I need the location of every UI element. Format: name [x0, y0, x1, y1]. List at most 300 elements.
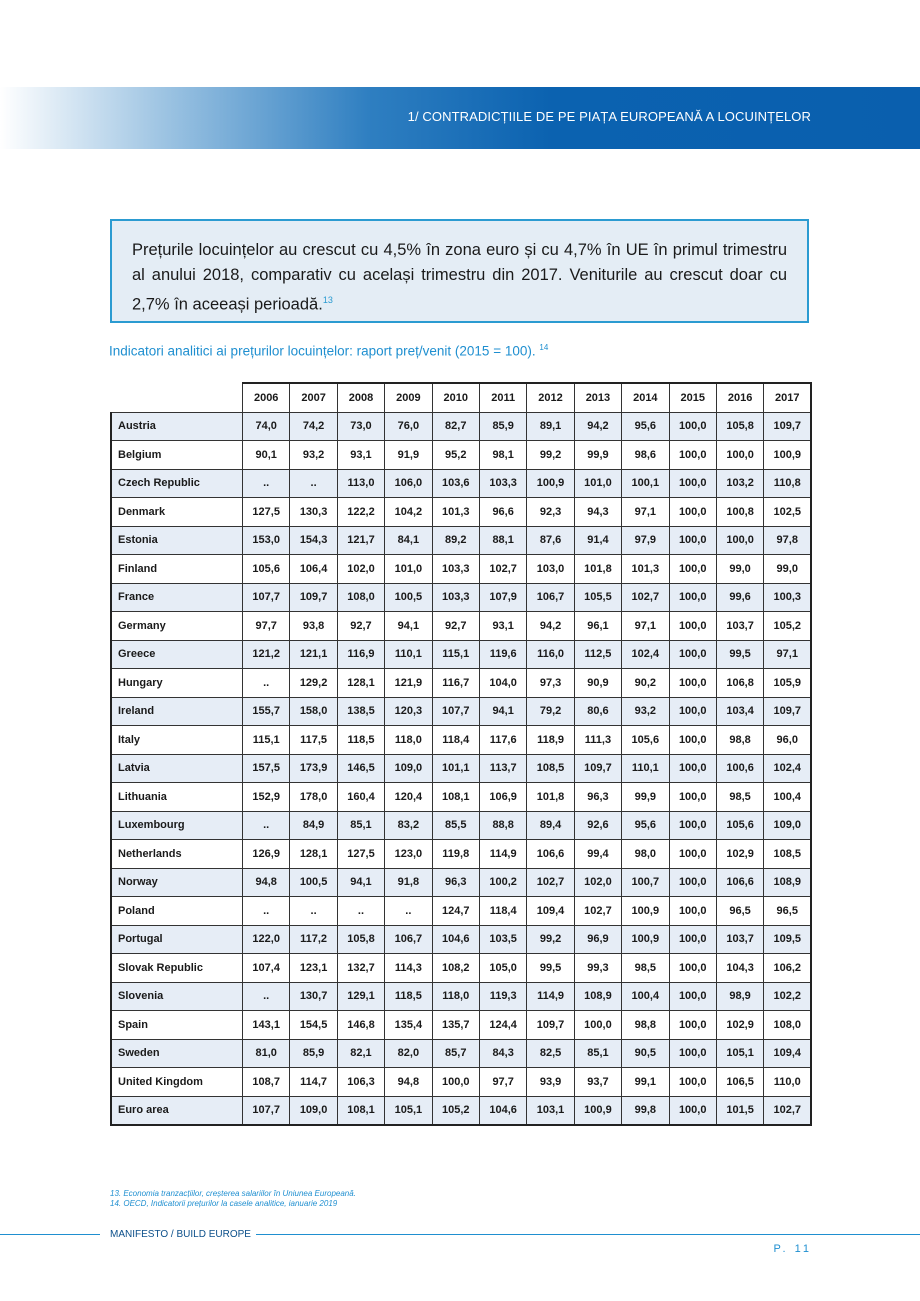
value-cell: 114,7 — [290, 1068, 337, 1097]
value-cell: 93,2 — [290, 441, 337, 470]
value-cell: 106,6 — [527, 840, 574, 869]
value-cell: 118,0 — [385, 726, 432, 755]
value-cell: 118,5 — [385, 982, 432, 1011]
value-cell: 82,0 — [385, 1039, 432, 1068]
value-cell: .. — [385, 897, 432, 926]
value-cell: 90,5 — [622, 1039, 669, 1068]
value-cell: 98,0 — [622, 840, 669, 869]
value-cell: 110,1 — [385, 640, 432, 669]
value-cell: 109,7 — [527, 1011, 574, 1040]
chapter-header-band — [0, 87, 920, 149]
value-cell: 93,1 — [479, 612, 526, 641]
value-cell: 96,3 — [574, 783, 621, 812]
value-cell: 93,2 — [622, 697, 669, 726]
value-cell: 98,1 — [479, 441, 526, 470]
value-cell: 116,0 — [527, 640, 574, 669]
value-cell: 154,5 — [290, 1011, 337, 1040]
value-cell: 74,2 — [290, 412, 337, 441]
value-cell: 93,7 — [574, 1068, 621, 1097]
value-cell: 105,2 — [764, 612, 811, 641]
value-cell: 106,6 — [716, 868, 763, 897]
value-cell: 103,7 — [716, 612, 763, 641]
value-cell: 102,0 — [574, 868, 621, 897]
value-cell: 138,5 — [337, 697, 384, 726]
value-cell: 109,0 — [385, 754, 432, 783]
value-cell: 103,3 — [479, 469, 526, 498]
table-row — [111, 954, 811, 983]
table-row — [111, 469, 811, 498]
value-cell: .. — [243, 897, 290, 926]
value-cell: .. — [243, 669, 290, 698]
table-row — [111, 868, 811, 897]
value-cell: 95,6 — [622, 811, 669, 840]
value-cell: 118,9 — [527, 726, 574, 755]
value-cell: 93,9 — [527, 1068, 574, 1097]
value-cell: 99,5 — [527, 954, 574, 983]
year-header-2017: 2017 — [764, 383, 811, 412]
value-cell: 102,7 — [764, 1096, 811, 1125]
value-cell: 100,0 — [669, 726, 716, 755]
value-cell: 99,0 — [764, 555, 811, 584]
value-cell: 100,7 — [622, 868, 669, 897]
footer-rule-left — [0, 1234, 100, 1235]
value-cell: 118,5 — [337, 726, 384, 755]
value-cell: 100,0 — [669, 868, 716, 897]
value-cell: 114,9 — [527, 982, 574, 1011]
value-cell: 96,5 — [764, 897, 811, 926]
value-cell: 119,8 — [432, 840, 479, 869]
value-cell: 76,0 — [385, 412, 432, 441]
value-cell: 129,1 — [337, 982, 384, 1011]
value-cell: 105,6 — [716, 811, 763, 840]
value-cell: 95,6 — [622, 412, 669, 441]
year-header-2008: 2008 — [337, 383, 384, 412]
value-cell: 100,0 — [716, 441, 763, 470]
table-row — [111, 555, 811, 584]
value-cell: 103,2 — [716, 469, 763, 498]
value-cell: 102,2 — [764, 982, 811, 1011]
value-cell: 98,9 — [716, 982, 763, 1011]
chapter-title: 1/ CONTRADICȚIILE DE PE PIAȚA EUROPEANĂ A LOCUINȚELOR — [407, 109, 811, 124]
value-cell: 100,0 — [669, 583, 716, 612]
value-cell: 108,2 — [432, 954, 479, 983]
value-cell: 104,6 — [432, 925, 479, 954]
value-cell: 105,5 — [574, 583, 621, 612]
value-cell: 94,3 — [574, 498, 621, 527]
value-cell: 100,0 — [669, 954, 716, 983]
value-cell: 100,0 — [669, 412, 716, 441]
value-cell: 98,5 — [622, 954, 669, 983]
year-header-2007: 2007 — [290, 383, 337, 412]
price-to-income-table — [110, 382, 812, 1126]
table-row — [111, 412, 811, 441]
value-cell: 117,2 — [290, 925, 337, 954]
value-cell: 96,6 — [479, 498, 526, 527]
value-cell: 100,0 — [669, 925, 716, 954]
value-cell: 105,6 — [622, 726, 669, 755]
value-cell: 107,4 — [243, 954, 290, 983]
value-cell: 157,5 — [243, 754, 290, 783]
value-cell: .. — [290, 469, 337, 498]
value-cell: 122,2 — [337, 498, 384, 527]
table-row — [111, 811, 811, 840]
value-cell: .. — [243, 982, 290, 1011]
value-cell: 114,9 — [479, 840, 526, 869]
value-cell: 155,7 — [243, 697, 290, 726]
country-cell: Austria — [111, 412, 243, 441]
value-cell: 154,3 — [290, 526, 337, 555]
value-cell: 118,4 — [432, 726, 479, 755]
value-cell: 102,7 — [527, 868, 574, 897]
value-cell: 87,6 — [527, 526, 574, 555]
value-cell: 93,1 — [337, 441, 384, 470]
value-cell: 101,3 — [622, 555, 669, 584]
country-cell: Estonia — [111, 526, 243, 555]
value-cell: 88,8 — [479, 811, 526, 840]
value-cell: 102,7 — [574, 897, 621, 926]
value-cell: 94,2 — [527, 612, 574, 641]
footer-rule-right — [256, 1234, 920, 1235]
value-cell: 116,7 — [432, 669, 479, 698]
value-cell: 103,3 — [432, 555, 479, 584]
value-cell: 96,3 — [432, 868, 479, 897]
value-cell: 94,1 — [479, 697, 526, 726]
table-row — [111, 1096, 811, 1125]
table-corner-cell — [111, 383, 243, 412]
value-cell: 103,3 — [432, 583, 479, 612]
value-cell: 102,5 — [764, 498, 811, 527]
footnote-14: 14. OECD, Indicatorii prețurilor la casele analitice, ianuarie 2019 — [110, 1199, 338, 1208]
table-row — [111, 697, 811, 726]
value-cell: 130,7 — [290, 982, 337, 1011]
value-cell: 108,5 — [764, 840, 811, 869]
value-cell: 82,1 — [337, 1039, 384, 1068]
value-cell: .. — [243, 469, 290, 498]
value-cell: 101,3 — [432, 498, 479, 527]
value-cell: 100,9 — [622, 897, 669, 926]
country-cell: Sweden — [111, 1039, 243, 1068]
value-cell: 115,1 — [432, 640, 479, 669]
value-cell: 102,4 — [764, 754, 811, 783]
country-cell: Germany — [111, 612, 243, 641]
country-cell: Poland — [111, 897, 243, 926]
value-cell: 118,4 — [479, 897, 526, 926]
country-cell: United Kingdom — [111, 1068, 243, 1097]
value-cell: 84,9 — [290, 811, 337, 840]
value-cell: 91,9 — [385, 441, 432, 470]
value-cell: 102,9 — [716, 840, 763, 869]
value-cell: 106,7 — [527, 583, 574, 612]
country-cell: Czech Republic — [111, 469, 243, 498]
value-cell: 90,9 — [574, 669, 621, 698]
value-cell: 85,7 — [432, 1039, 479, 1068]
value-cell: 94,1 — [385, 612, 432, 641]
value-cell: 97,7 — [243, 612, 290, 641]
value-cell: 121,2 — [243, 640, 290, 669]
value-cell: 106,2 — [764, 954, 811, 983]
value-cell: 94,1 — [337, 868, 384, 897]
value-cell: 99,6 — [716, 583, 763, 612]
value-cell: 100,0 — [669, 526, 716, 555]
value-cell: 146,5 — [337, 754, 384, 783]
value-cell: 97,1 — [622, 612, 669, 641]
value-cell: 109,7 — [764, 697, 811, 726]
value-cell: 96,0 — [764, 726, 811, 755]
country-cell: Netherlands — [111, 840, 243, 869]
value-cell: 97,3 — [527, 669, 574, 698]
value-cell: 90,2 — [622, 669, 669, 698]
value-cell: 99,5 — [716, 640, 763, 669]
value-cell: 119,6 — [479, 640, 526, 669]
value-cell: 101,0 — [574, 469, 621, 498]
year-header-2013: 2013 — [574, 383, 621, 412]
value-cell: 97,9 — [622, 526, 669, 555]
value-cell: 116,9 — [337, 640, 384, 669]
value-cell: 88,1 — [479, 526, 526, 555]
value-cell: 101,8 — [527, 783, 574, 812]
value-cell: 104,2 — [385, 498, 432, 527]
country-cell: Euro area — [111, 1096, 243, 1125]
value-cell: 97,7 — [479, 1068, 526, 1097]
year-header-2006: 2006 — [243, 383, 290, 412]
value-cell: 94,8 — [243, 868, 290, 897]
value-cell: 100,0 — [669, 697, 716, 726]
value-cell: 109,0 — [764, 811, 811, 840]
value-cell: 89,4 — [527, 811, 574, 840]
footer-label: MANIFESTO / BUILD EUROPE — [110, 1229, 251, 1240]
table-row — [111, 897, 811, 926]
table-row — [111, 1011, 811, 1040]
country-cell: Italy — [111, 726, 243, 755]
value-cell: 127,5 — [243, 498, 290, 527]
value-cell: 92,7 — [337, 612, 384, 641]
value-cell: 100,0 — [669, 811, 716, 840]
value-cell: 121,9 — [385, 669, 432, 698]
value-cell: 110,0 — [764, 1068, 811, 1097]
value-cell: 124,4 — [479, 1011, 526, 1040]
value-cell: 100,0 — [669, 754, 716, 783]
table-row — [111, 840, 811, 869]
value-cell: 103,5 — [479, 925, 526, 954]
quote-text — [132, 238, 787, 318]
value-cell: 85,9 — [479, 412, 526, 441]
value-cell: 106,9 — [479, 783, 526, 812]
footnote-13: 13. Economia tranzacțiilor, creșterea salariilor în Uniunea Europeană. — [110, 1189, 356, 1198]
value-cell: 107,9 — [479, 583, 526, 612]
value-cell: 108,9 — [764, 868, 811, 897]
value-cell: 106,3 — [337, 1068, 384, 1097]
year-header-2010: 2010 — [432, 383, 479, 412]
table-row — [111, 441, 811, 470]
value-cell: 130,3 — [290, 498, 337, 527]
value-cell: 104,6 — [479, 1096, 526, 1125]
table-row — [111, 783, 811, 812]
value-cell: 99,1 — [622, 1068, 669, 1097]
value-cell: 123,1 — [290, 954, 337, 983]
year-header-2016: 2016 — [716, 383, 763, 412]
year-header-2011: 2011 — [479, 383, 526, 412]
value-cell: 121,1 — [290, 640, 337, 669]
value-cell: 100,0 — [574, 1011, 621, 1040]
value-cell: 109,4 — [527, 897, 574, 926]
value-cell: 143,1 — [243, 1011, 290, 1040]
value-cell: 100,0 — [669, 1039, 716, 1068]
table-row — [111, 640, 811, 669]
value-cell: 105,6 — [243, 555, 290, 584]
value-cell: 100,0 — [669, 612, 716, 641]
value-cell: 98,5 — [716, 783, 763, 812]
value-cell: 85,5 — [432, 811, 479, 840]
value-cell: 89,2 — [432, 526, 479, 555]
year-header-2012: 2012 — [527, 383, 574, 412]
value-cell: 113,0 — [337, 469, 384, 498]
country-cell: Denmark — [111, 498, 243, 527]
country-cell: Ireland — [111, 697, 243, 726]
value-cell: 114,3 — [385, 954, 432, 983]
country-cell: France — [111, 583, 243, 612]
value-cell: 100,1 — [622, 469, 669, 498]
value-cell: 104,3 — [716, 954, 763, 983]
value-cell: 109,7 — [290, 583, 337, 612]
highlight-quote-box — [110, 219, 809, 323]
quote-body: Prețurile locuințelor au crescut cu 4,5% în zona euro și cu 4,7% în UE în primul trimestru al anului 2018, comparativ cu același trimestru din 2017. Veniturile au crescut doar cu 2,7% în aceeași perioadă. — [132, 241, 787, 314]
country-cell: Norway — [111, 868, 243, 897]
value-cell: 109,0 — [290, 1096, 337, 1125]
value-cell: 82,7 — [432, 412, 479, 441]
value-cell: 101,0 — [385, 555, 432, 584]
value-cell: 106,7 — [385, 925, 432, 954]
value-cell: 99,4 — [574, 840, 621, 869]
value-cell: 100,0 — [669, 1068, 716, 1097]
value-cell: 97,1 — [764, 640, 811, 669]
value-cell: .. — [290, 897, 337, 926]
value-cell: 80,6 — [574, 697, 621, 726]
value-cell: 105,8 — [716, 412, 763, 441]
value-cell: 97,8 — [764, 526, 811, 555]
value-cell: 101,5 — [716, 1096, 763, 1125]
value-cell: 99,2 — [527, 925, 574, 954]
value-cell: 105,1 — [385, 1096, 432, 1125]
value-cell: 100,8 — [716, 498, 763, 527]
value-cell: 110,8 — [764, 469, 811, 498]
value-cell: 126,9 — [243, 840, 290, 869]
table-caption-footnote-ref: 14 — [539, 343, 549, 352]
value-cell: 100,5 — [385, 583, 432, 612]
value-cell: 103,0 — [527, 555, 574, 584]
value-cell: 120,4 — [385, 783, 432, 812]
value-cell: 107,7 — [432, 697, 479, 726]
value-cell: 105,2 — [432, 1096, 479, 1125]
value-cell: 129,2 — [290, 669, 337, 698]
footnotes — [110, 1189, 356, 1209]
value-cell: 110,1 — [622, 754, 669, 783]
value-cell: 120,3 — [385, 697, 432, 726]
value-cell: 99,9 — [574, 441, 621, 470]
value-cell: 106,8 — [716, 669, 763, 698]
value-cell: 100,0 — [669, 469, 716, 498]
country-cell: Belgium — [111, 441, 243, 470]
value-cell: 153,0 — [243, 526, 290, 555]
value-cell: 100,5 — [290, 868, 337, 897]
value-cell: 91,8 — [385, 868, 432, 897]
value-cell: 94,8 — [385, 1068, 432, 1097]
value-cell: 92,7 — [432, 612, 479, 641]
value-cell: 127,5 — [337, 840, 384, 869]
value-cell: 99,8 — [622, 1096, 669, 1125]
value-cell: 89,1 — [527, 412, 574, 441]
value-cell: 100,0 — [669, 840, 716, 869]
value-cell: 111,3 — [574, 726, 621, 755]
country-cell: Spain — [111, 1011, 243, 1040]
value-cell: 100,9 — [574, 1096, 621, 1125]
value-cell: 92,6 — [574, 811, 621, 840]
value-cell: 100,0 — [669, 441, 716, 470]
value-cell: 84,1 — [385, 526, 432, 555]
value-cell: 100,0 — [669, 555, 716, 584]
year-header-2015: 2015 — [669, 383, 716, 412]
value-cell: .. — [243, 811, 290, 840]
value-cell: 100,2 — [479, 868, 526, 897]
value-cell: 115,1 — [243, 726, 290, 755]
value-cell: 100,3 — [764, 583, 811, 612]
year-header-2014: 2014 — [622, 383, 669, 412]
value-cell: 173,9 — [290, 754, 337, 783]
value-cell: 92,3 — [527, 498, 574, 527]
value-cell: 85,1 — [337, 811, 384, 840]
value-cell: 122,0 — [243, 925, 290, 954]
value-cell: 108,7 — [243, 1068, 290, 1097]
value-cell: 146,8 — [337, 1011, 384, 1040]
value-cell: 107,7 — [243, 1096, 290, 1125]
value-cell: 102,0 — [337, 555, 384, 584]
value-cell: 96,1 — [574, 612, 621, 641]
value-cell: 118,0 — [432, 982, 479, 1011]
table-row — [111, 925, 811, 954]
quote-footnote-ref: 13 — [322, 295, 333, 305]
value-cell: 99,0 — [716, 555, 763, 584]
value-cell: 102,4 — [622, 640, 669, 669]
value-cell: 105,0 — [479, 954, 526, 983]
year-header-2009: 2009 — [385, 383, 432, 412]
value-cell: 108,9 — [574, 982, 621, 1011]
value-cell: 90,1 — [243, 441, 290, 470]
value-cell: 99,9 — [622, 783, 669, 812]
value-cell: 96,5 — [716, 897, 763, 926]
value-cell: 100,4 — [622, 982, 669, 1011]
value-cell: 100,0 — [669, 897, 716, 926]
page-number: P. 11 — [773, 1243, 812, 1255]
value-cell: 117,6 — [479, 726, 526, 755]
value-cell: 123,0 — [385, 840, 432, 869]
table-row — [111, 669, 811, 698]
value-cell: 105,8 — [337, 925, 384, 954]
value-cell: 102,7 — [622, 583, 669, 612]
value-cell: 97,1 — [622, 498, 669, 527]
value-cell: 81,0 — [243, 1039, 290, 1068]
value-cell: 84,3 — [479, 1039, 526, 1068]
value-cell: 100,4 — [764, 783, 811, 812]
value-cell: 108,0 — [337, 583, 384, 612]
value-cell: 100,9 — [622, 925, 669, 954]
value-cell: 94,2 — [574, 412, 621, 441]
value-cell: 107,7 — [243, 583, 290, 612]
value-cell: 101,8 — [574, 555, 621, 584]
country-cell: Hungary — [111, 669, 243, 698]
value-cell: 98,6 — [622, 441, 669, 470]
value-cell: 108,5 — [527, 754, 574, 783]
value-cell: 178,0 — [290, 783, 337, 812]
country-cell: Finland — [111, 555, 243, 584]
